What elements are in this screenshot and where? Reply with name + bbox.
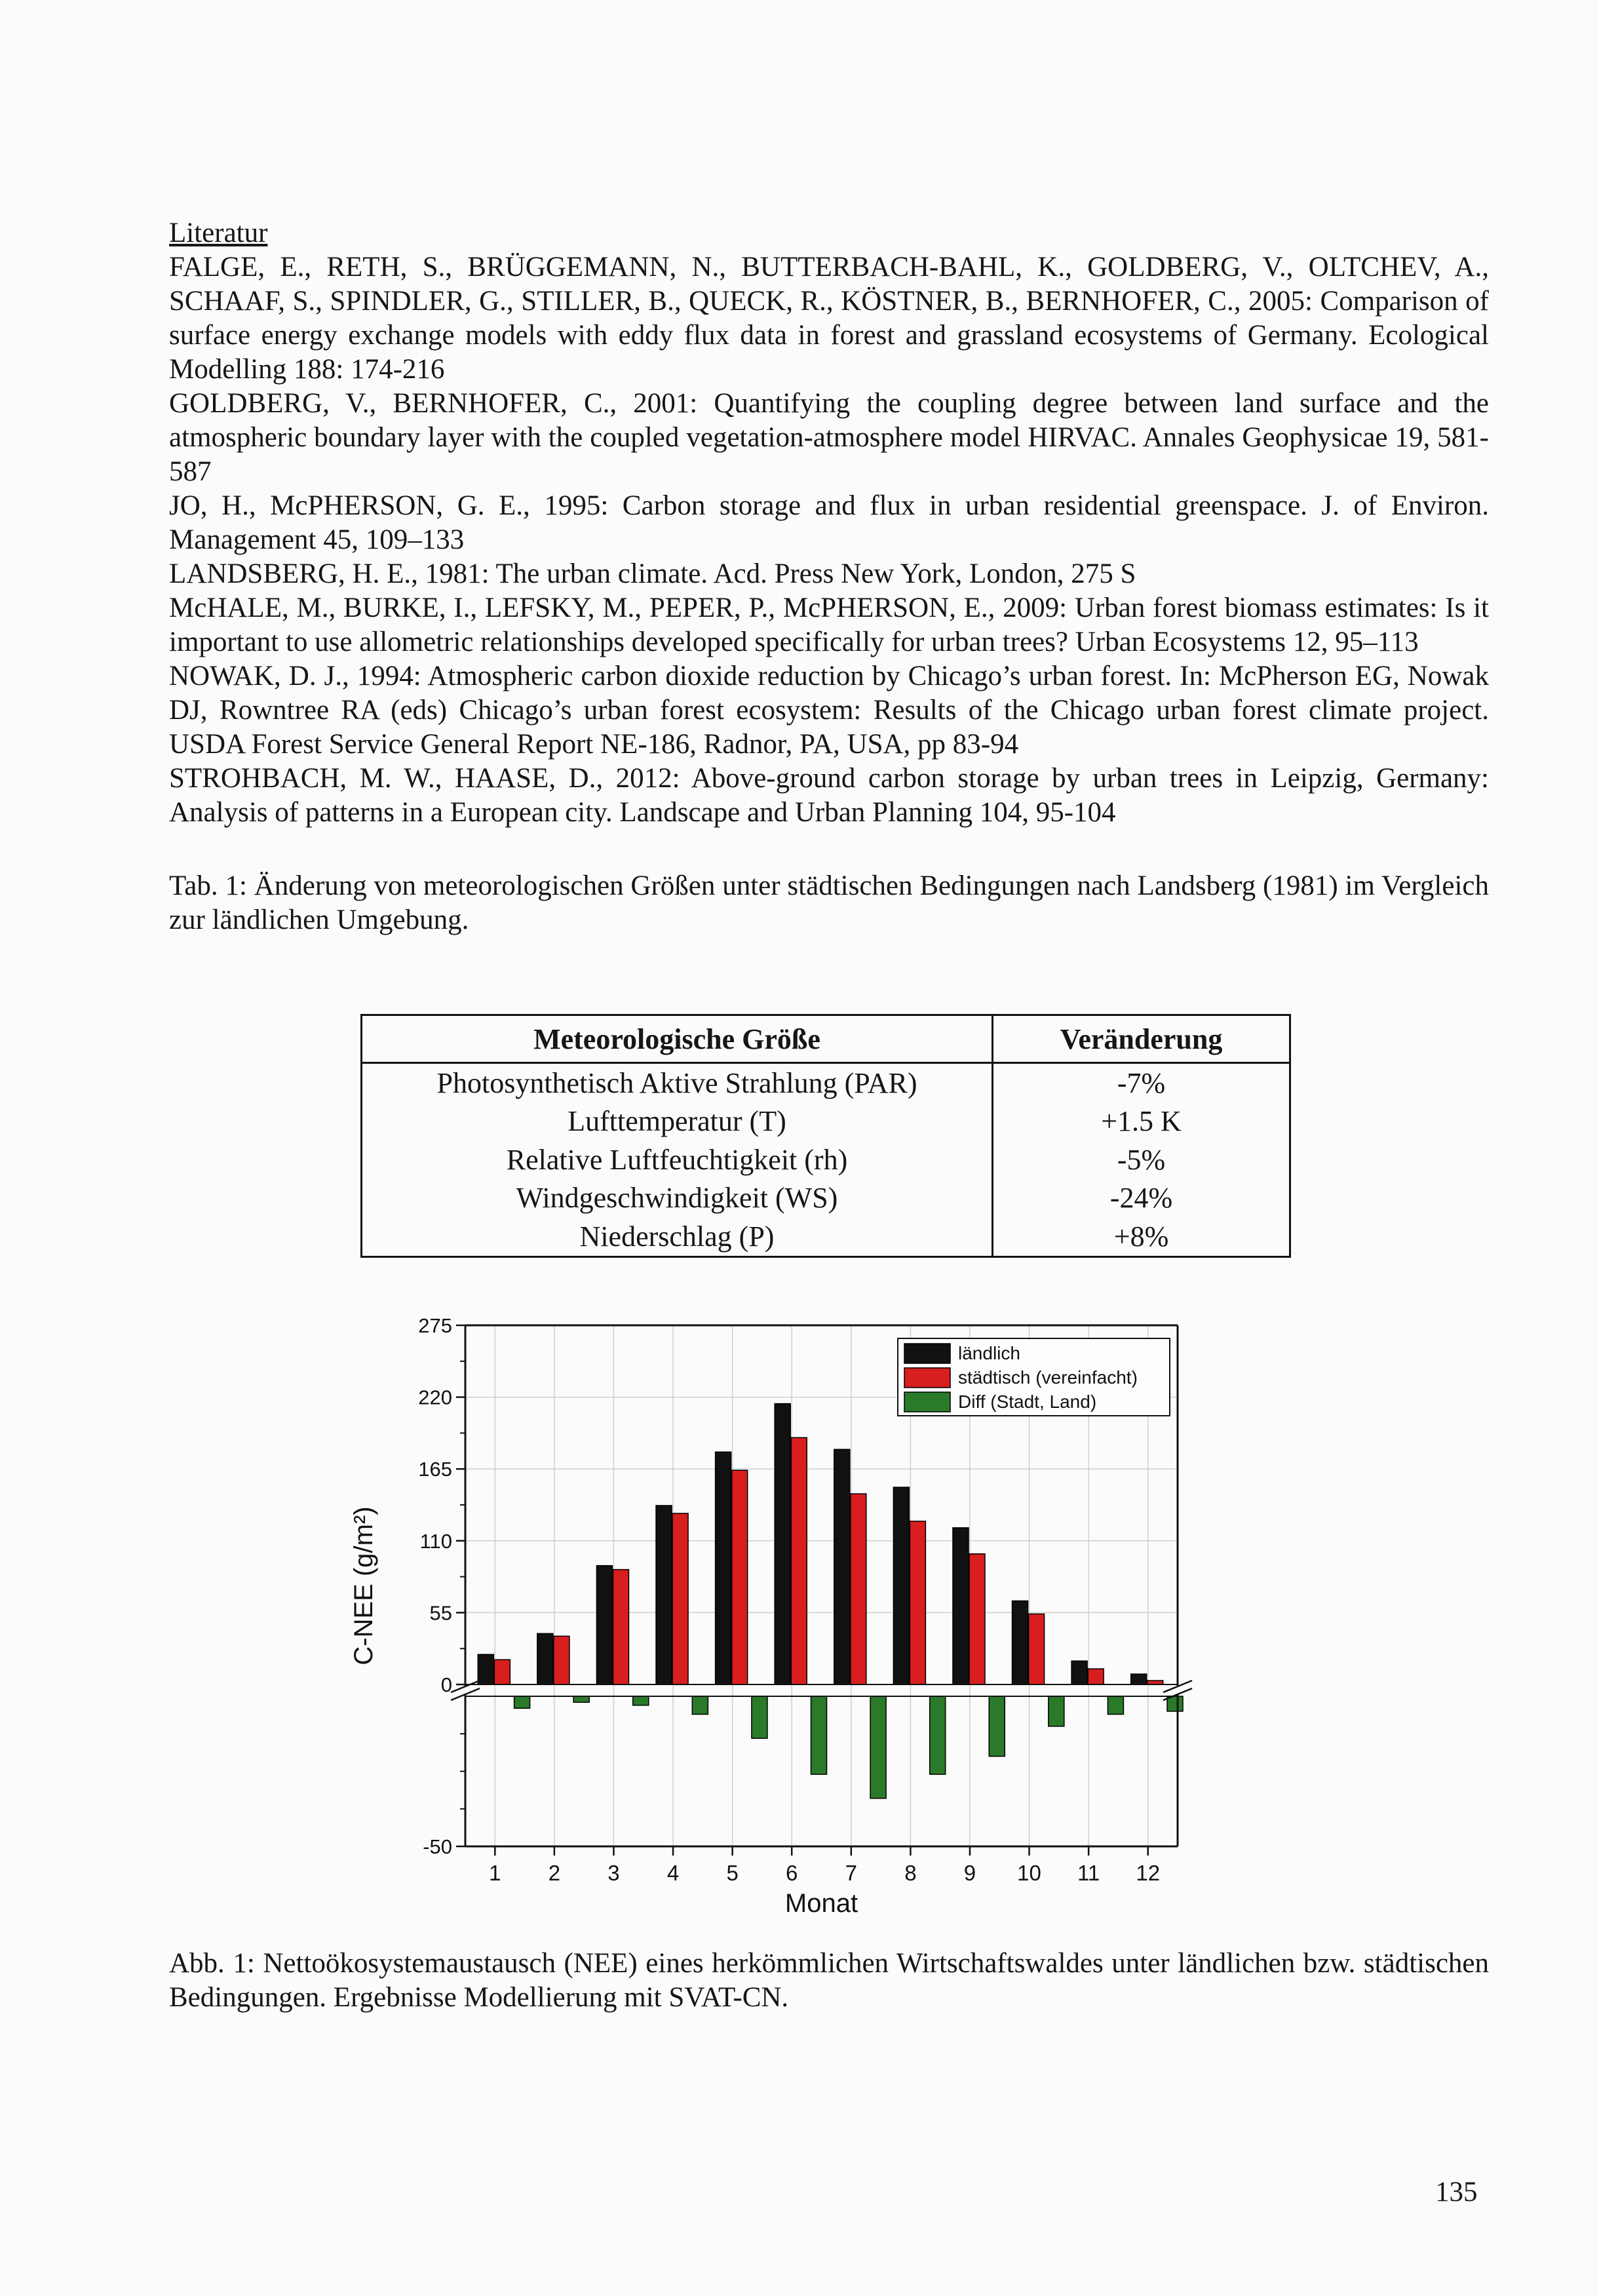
x-tick-label: 4 xyxy=(666,1861,680,1885)
bar-laendlich xyxy=(596,1566,612,1684)
bar-diff xyxy=(1167,1696,1183,1711)
figure-caption: Abb. 1: Nettoökosystemaustausch (NEE) eines herkömmlichen Wirtschaftswaldes unter ländlichen bzw. städtischen Bedingungen. Ergebnisse Modellierung mit SVAT-CN. xyxy=(169,1948,1489,2013)
bar-laendlich xyxy=(834,1449,850,1684)
bar-staedtisch xyxy=(554,1636,569,1684)
x-tick-label: 2 xyxy=(548,1861,561,1885)
bar-laendlich xyxy=(1071,1661,1087,1684)
table-header-row xyxy=(362,1015,1290,1063)
bar-laendlich xyxy=(1131,1674,1147,1684)
table-caption: Tab. 1: Änderung von meteorologischen Größen unter städtischen Bedingungen nach Landsberg (1981) im Vergleich zur ländlichen Umgebung. xyxy=(169,870,1489,935)
bar-staedtisch xyxy=(613,1570,628,1684)
bar-staedtisch xyxy=(851,1494,866,1684)
table-cell: Niederschlag (P) xyxy=(362,1217,993,1256)
bar-laendlich xyxy=(953,1528,969,1684)
bar-diff xyxy=(514,1696,530,1708)
bar-diff xyxy=(573,1696,589,1702)
x-tick-label: 10 xyxy=(1017,1861,1041,1885)
table-row xyxy=(362,1102,1290,1141)
table-row xyxy=(362,1217,1290,1256)
y-tick-label: 165 xyxy=(418,1458,452,1481)
x-tick-label: 3 xyxy=(607,1861,620,1885)
reference-item: NOWAK, D. J., 1994: Atmospheric carbon dioxide reduction by Chicago’s urban forest. In: McPherson EG, Nowak DJ, Rowntree RA (eds) Chicago’s urban forest ecosystem: Results of the Chicago urban forest climate project. USDA Forest Service General Report NE-186, Radnor, PA, USA, pp 83-94 xyxy=(169,661,1489,760)
page-number: 135 xyxy=(1435,2177,1478,2208)
column-header: Meteorologische Größe xyxy=(362,1015,993,1063)
y-tick-label: 275 xyxy=(418,1314,452,1337)
table-cell: Lufttemperatur (T) xyxy=(362,1102,993,1141)
table-cell: +8% xyxy=(1113,1220,1169,1253)
bar-staedtisch xyxy=(910,1521,925,1684)
bar-laendlich xyxy=(1012,1601,1028,1684)
y-tick-label: -50 xyxy=(423,1835,452,1858)
y-tick-label: 0 xyxy=(440,1673,452,1696)
bar-diff xyxy=(811,1696,827,1774)
x-tick-label: 8 xyxy=(904,1861,917,1885)
table-cell: +1.5 K xyxy=(1101,1105,1182,1138)
x-tick-label: 9 xyxy=(963,1861,976,1885)
table-cell: -24% xyxy=(1109,1182,1173,1215)
table-cell: -7% xyxy=(1117,1066,1166,1099)
bar-laendlich xyxy=(537,1633,553,1684)
bar-staedtisch xyxy=(1029,1614,1045,1684)
bar-diff xyxy=(752,1696,767,1738)
x-tick-label: 5 xyxy=(726,1861,739,1885)
bar-staedtisch xyxy=(732,1470,748,1684)
bar-diff xyxy=(692,1696,708,1714)
table-row xyxy=(362,1140,1290,1179)
literature-heading: Literatur xyxy=(169,218,268,248)
table-cell: Windgeschwindigkeit (WS) xyxy=(362,1179,993,1218)
bar-staedtisch xyxy=(672,1513,688,1684)
nee-chart-svg xyxy=(334,1304,1219,1927)
bar-diff xyxy=(870,1696,886,1799)
table-row xyxy=(362,1063,1290,1102)
x-tick-label: 1 xyxy=(489,1861,501,1885)
meteorology-table xyxy=(360,1014,1291,1258)
x-tick-label: 7 xyxy=(845,1861,857,1885)
x-tick-label: 12 xyxy=(1136,1861,1161,1885)
x-tick-label: 6 xyxy=(786,1861,798,1885)
bar-laendlich xyxy=(478,1654,493,1684)
legend-label: städtisch (vereinfacht) xyxy=(958,1367,1138,1388)
bar-staedtisch xyxy=(791,1437,807,1684)
bar-staedtisch xyxy=(1088,1669,1104,1684)
bar-laendlich xyxy=(716,1452,731,1684)
reference-item: LANDSBERG, H. E., 1981: The urban climate. Acd. Press New York, London, 275 S xyxy=(169,558,1136,589)
nee-chart xyxy=(334,1304,1219,1927)
reference-item: McHALE, M., BURKE, I., LEFSKY, M., PEPER, P., McPHERSON, E., 2009: Urban forest biomass estimates: Is it important to use allometric relationships developed specifically for urban trees? Urban Ecosystems 12, 95–113 xyxy=(169,593,1489,657)
legend-swatch xyxy=(904,1368,950,1388)
bar-laendlich xyxy=(893,1487,909,1684)
legend-swatch xyxy=(904,1392,950,1412)
reference-item: JO, H., McPHERSON, G. E., 1995: Carbon storage and flux in urban residential greenspace. J. of Environ. Management 45, 109–133 xyxy=(169,490,1489,555)
bar-laendlich xyxy=(656,1506,672,1684)
x-axis-title: Monat xyxy=(784,1889,858,1918)
y-axis-title: C-NEE (g/m²) xyxy=(349,1506,378,1665)
bar-staedtisch xyxy=(494,1660,510,1684)
y-tick-label: 55 xyxy=(429,1601,452,1625)
bar-diff xyxy=(989,1696,1005,1757)
y-tick-label: 110 xyxy=(419,1529,452,1553)
bar-diff xyxy=(633,1696,649,1705)
bar-staedtisch xyxy=(969,1554,985,1684)
column-header: Veränderung xyxy=(993,1015,1290,1063)
reference-item: FALGE, E., RETH, S., BRÜGGEMANN, N., BUTTERBACH-BAHL, K., GOLDBERG, V., OLTCHEV, A., SCHAAF, S., SPINDLER, G., STILLER, B., QUECK, R., KÖSTNER, B., BERNHOFER, C., 2005: Comparison of surface energy exchange models with eddy flux data in forest and grassland ecosystems of Germany. Ecological Modelling 188: 174-216 xyxy=(169,252,1489,385)
bar-diff xyxy=(1049,1696,1064,1726)
legend-label: ländlich xyxy=(958,1343,1020,1363)
bar-diff xyxy=(930,1696,946,1774)
reference-item: GOLDBERG, V., BERNHOFER, C., 2001: Quantifying the coupling degree between land surface and the atmospheric boundary layer with the coupled vegetation-atmosphere model HIRVAC. Annales Geophysicae 19, 581-587 xyxy=(169,388,1489,487)
table-cell: -5% xyxy=(1117,1143,1166,1176)
legend-swatch xyxy=(904,1344,950,1363)
legend-label: Diff (Stadt, Land) xyxy=(958,1391,1097,1412)
x-tick-label: 11 xyxy=(1077,1861,1100,1885)
bar-diff xyxy=(1108,1696,1123,1714)
table-cell: Photosynthetisch Aktive Strahlung (PAR) xyxy=(362,1063,993,1102)
table-row xyxy=(362,1179,1290,1218)
main-content xyxy=(169,216,1489,937)
reference-item: STROHBACH, M. W., HAASE, D., 2012: Above-ground carbon storage by urban trees in Leipzig, Germany: Analysis of patterns in a European city. Landscape and Urban Planning 104, 95-104 xyxy=(169,763,1489,828)
table-cell: Relative Luftfeuchtigkeit (rh) xyxy=(362,1140,993,1179)
y-tick-label: 220 xyxy=(418,1386,452,1409)
bar-laendlich xyxy=(775,1404,790,1684)
